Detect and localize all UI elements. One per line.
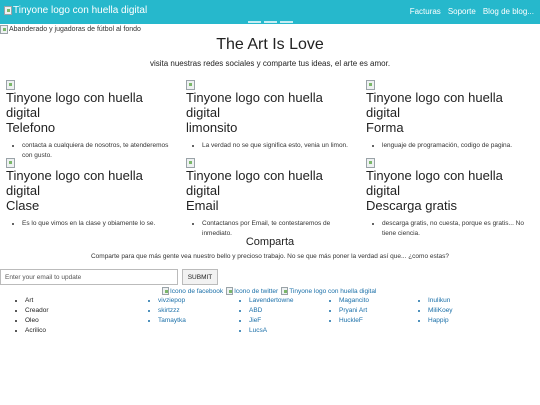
email-input[interactable] xyxy=(0,269,178,285)
tinyone-link[interactable] xyxy=(281,287,376,295)
footer-link[interactable]: • Pryani Art xyxy=(339,306,369,316)
feature-title: Descarga gratis xyxy=(366,198,458,213)
brand-logo-alt: Tinyone logo con huella digital xyxy=(13,5,148,16)
facebook-link[interactable] xyxy=(162,287,223,295)
feature-list xyxy=(366,141,536,151)
feature-text: • Contactanos por Email, te contestaremos de inmediato. xyxy=(202,219,356,239)
feature-card xyxy=(366,78,536,151)
feature-logo-alt: Tinyone logo con huella digital xyxy=(6,168,143,198)
broken-image-icon xyxy=(4,6,12,15)
tinyone-logo-alt: Tinyone logo con huella digital xyxy=(289,287,377,295)
nav-link-facturas[interactable]: Facturas xyxy=(409,7,441,16)
feature-card xyxy=(366,156,536,239)
page-subtitle: visita nuestras redes sociales y comparte tus ideas, el arte es amor. xyxy=(149,59,391,68)
feature-title: limonsito xyxy=(186,120,238,135)
footer-artists-col-3 xyxy=(330,296,369,326)
feature-logo-alt: Tinyone logo con huella digital xyxy=(6,90,143,120)
footer-link[interactable]: • vivziepop xyxy=(158,296,186,306)
share-text: Comparte para que más gente vea nuestro bello y precioso trabajo. No se que más poner la verdad así que... ¿como estas? xyxy=(90,253,450,260)
footer-link[interactable]: • ABD xyxy=(249,306,293,316)
tinyone-logo-icon xyxy=(281,287,288,295)
broken-image-icon xyxy=(186,80,195,90)
broken-image-icon xyxy=(6,80,15,90)
footer-category: • Art xyxy=(25,296,48,306)
feature-title: Forma xyxy=(366,120,404,135)
submit-button[interactable]: SUBMIT xyxy=(182,269,218,285)
feature-text: • La verdad no se que significa esto, venia un limon. xyxy=(202,141,356,151)
hero-image xyxy=(0,25,141,34)
footer-link[interactable]: • LucsA xyxy=(249,326,293,336)
feature-text: • Es lo que vimos en la clase y obiamente lo se. xyxy=(22,219,176,229)
feature-logo xyxy=(186,78,356,120)
footer-link[interactable]: • Happip xyxy=(428,316,453,326)
footer-link[interactable]: • Lavendertowne xyxy=(249,296,293,306)
feature-logo xyxy=(366,78,536,120)
footer-artists-col-2 xyxy=(240,296,293,336)
feature-text: • contacta a cualquiera de nosotros, te atenderemos con gusto. xyxy=(22,141,176,161)
footer-artists-col-1 xyxy=(149,296,186,326)
feature-logo-alt: Tinyone logo con huella digital xyxy=(366,168,503,198)
feature-title: Email xyxy=(186,198,219,213)
facebook-icon-alt: Icono de facebook xyxy=(170,287,224,295)
feature-list xyxy=(6,219,176,229)
footer-link[interactable]: • MiliKoey xyxy=(428,306,453,316)
feature-card xyxy=(6,78,176,161)
footer-link[interactable]: • skirtzzz xyxy=(158,306,186,316)
footer-link[interactable]: • Magancito xyxy=(339,296,369,306)
footer-categories xyxy=(16,296,48,336)
feature-logo-alt: Tinyone logo con huella digital xyxy=(186,168,323,198)
footer-link[interactable]: • JieF xyxy=(249,316,293,326)
broken-image-icon xyxy=(366,80,375,90)
nav-links xyxy=(410,7,534,16)
twitter-icon xyxy=(226,287,233,295)
twitter-link[interactable] xyxy=(226,287,278,295)
feature-logo xyxy=(6,156,176,198)
nav-link-blog[interactable]: Blog de blog... xyxy=(482,7,534,16)
twitter-icon-alt: Icono de twitter xyxy=(234,287,279,295)
feature-title: Telefono xyxy=(6,120,56,135)
footer-category: • Acrilico xyxy=(25,326,48,336)
carousel-indicator[interactable] xyxy=(280,21,293,23)
feature-card xyxy=(186,156,356,239)
footer-artists-col-4 xyxy=(419,296,453,326)
carousel-indicator[interactable] xyxy=(264,21,277,23)
page-title: The Art Is Love xyxy=(216,36,324,53)
brand-logo[interactable] xyxy=(4,5,147,16)
footer-link[interactable]: • HuckleF xyxy=(339,316,369,326)
navbar xyxy=(0,0,540,24)
feature-logo-alt: Tinyone logo con huella digital xyxy=(186,90,323,120)
feature-logo xyxy=(366,156,536,198)
feature-logo xyxy=(6,78,176,120)
facebook-icon xyxy=(162,287,169,295)
hero-image-alt: Abanderado y jugadoras de fútbol al fondo xyxy=(9,26,141,33)
broken-image-icon xyxy=(186,158,195,168)
carousel-indicator[interactable] xyxy=(248,21,261,23)
feature-logo xyxy=(186,156,356,198)
feature-text: • descarga gratis, no cuesta, porque es gratis... No tiene ciencia. xyxy=(382,219,536,239)
broken-image-icon xyxy=(0,25,8,34)
feature-text: • lenguaje de programación, codigo de pagina. xyxy=(382,141,536,151)
social-links xyxy=(162,287,376,295)
feature-card xyxy=(186,78,356,151)
nav-link-soporte[interactable]: Soporte xyxy=(447,7,476,16)
footer-link[interactable]: • Tamaytka xyxy=(158,316,186,326)
feature-list xyxy=(186,141,356,151)
feature-logo-alt: Tinyone logo con huella digital xyxy=(366,90,503,120)
carousel-indicators xyxy=(248,21,293,23)
feature-title: Clase xyxy=(6,198,40,213)
broken-image-icon xyxy=(6,158,15,168)
footer-link[interactable]: • Inulikun xyxy=(428,296,453,306)
feature-card xyxy=(6,156,176,229)
broken-image-icon xyxy=(366,158,375,168)
footer-category: • Oleo xyxy=(25,316,48,326)
share-title: Comparta xyxy=(245,236,295,248)
footer-category: • Creador xyxy=(25,306,48,316)
